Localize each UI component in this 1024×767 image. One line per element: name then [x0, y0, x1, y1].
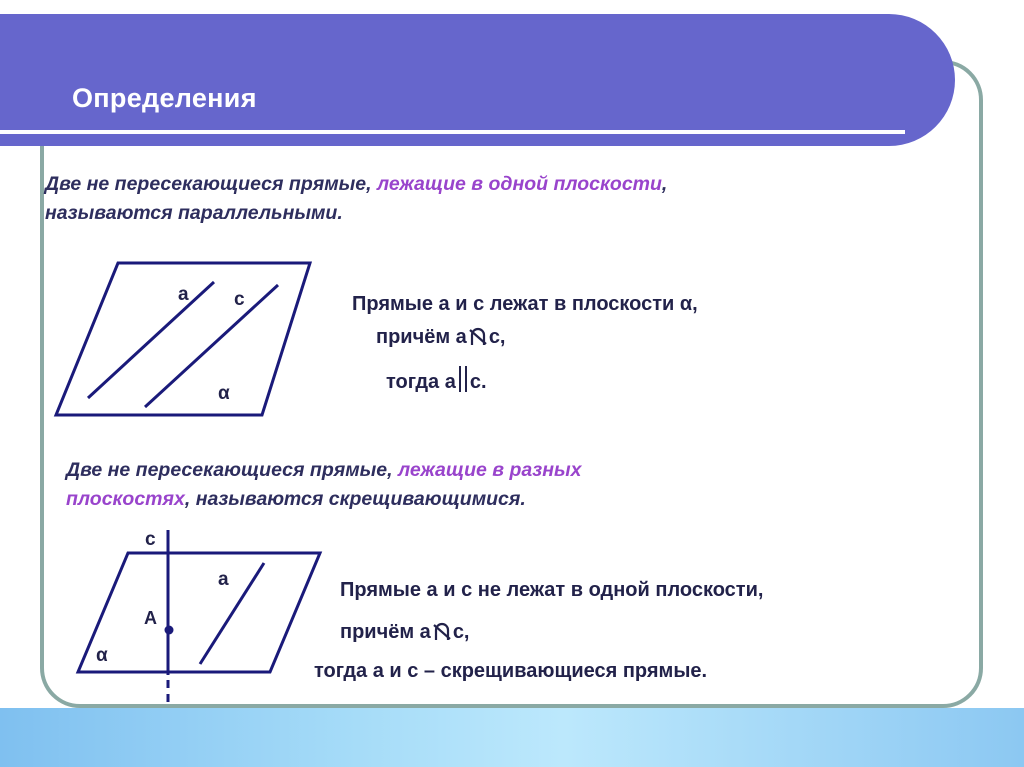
fig2-label-A: A — [144, 608, 157, 628]
slide-title: Определения — [72, 83, 257, 113]
statement-parallel-line3-suffix: c. — [469, 371, 487, 393]
fig2-label-alpha: α — [96, 645, 108, 666]
statement-skew-line3: тогда a и c – скрещивающиеся прямые. — [314, 660, 708, 682]
parallel-icon — [456, 370, 470, 392]
statement-skew-line1: Прямые a и c не лежат в одной плоскости, — [340, 579, 764, 601]
fig2-label-c: c — [145, 529, 156, 550]
line-c-1 — [145, 285, 278, 407]
line-a-2 — [200, 563, 264, 664]
statement-skew-line2-prefix: причём a — [340, 621, 431, 643]
line-a-1 — [88, 282, 214, 398]
fig1-label-a: a — [178, 284, 189, 305]
statement-parallel-line3-prefix: тогда a — [386, 371, 456, 393]
definition-parallel-comma: , — [661, 173, 668, 195]
definition-parallel-line2: называются параллельными. — [45, 202, 343, 224]
fig2-label-a: a — [218, 569, 229, 590]
definition-parallel-text: Две не пересекающиеся прямые, — [45, 173, 372, 195]
not-intersect-icon — [431, 620, 453, 642]
footer-band — [0, 708, 1024, 767]
fig1-label-c: c — [234, 289, 245, 310]
point-A — [165, 626, 174, 635]
definition-parallel-highlight: лежащие в одной плоскости — [377, 173, 662, 195]
fig1-label-alpha: α — [218, 383, 230, 404]
definition-skew-highlight2: плоскостях — [66, 488, 185, 510]
statement-parallel-line3 — [386, 370, 487, 394]
definition-skew — [66, 456, 926, 514]
not-intersect-icon — [467, 325, 489, 347]
statement-parallel-line1: Прямые a и c лежат в плоскости α, — [352, 293, 698, 315]
statement-skew-line2 — [340, 620, 470, 644]
plane-alpha-2 — [78, 553, 320, 672]
statement-parallel-line2 — [376, 325, 506, 349]
definition-skew-text2: , называются скрещивающимися. — [184, 488, 526, 510]
definition-skew-highlight1: лежащие в разных — [398, 459, 582, 481]
statement-skew-line2-suffix: c, — [452, 621, 470, 643]
statement-parallel-line2-prefix: причём a — [376, 326, 467, 348]
statement-parallel-line2-suffix: c, — [488, 326, 506, 348]
definition-skew-text: Две не пересекающиеся прямые, — [66, 459, 393, 481]
